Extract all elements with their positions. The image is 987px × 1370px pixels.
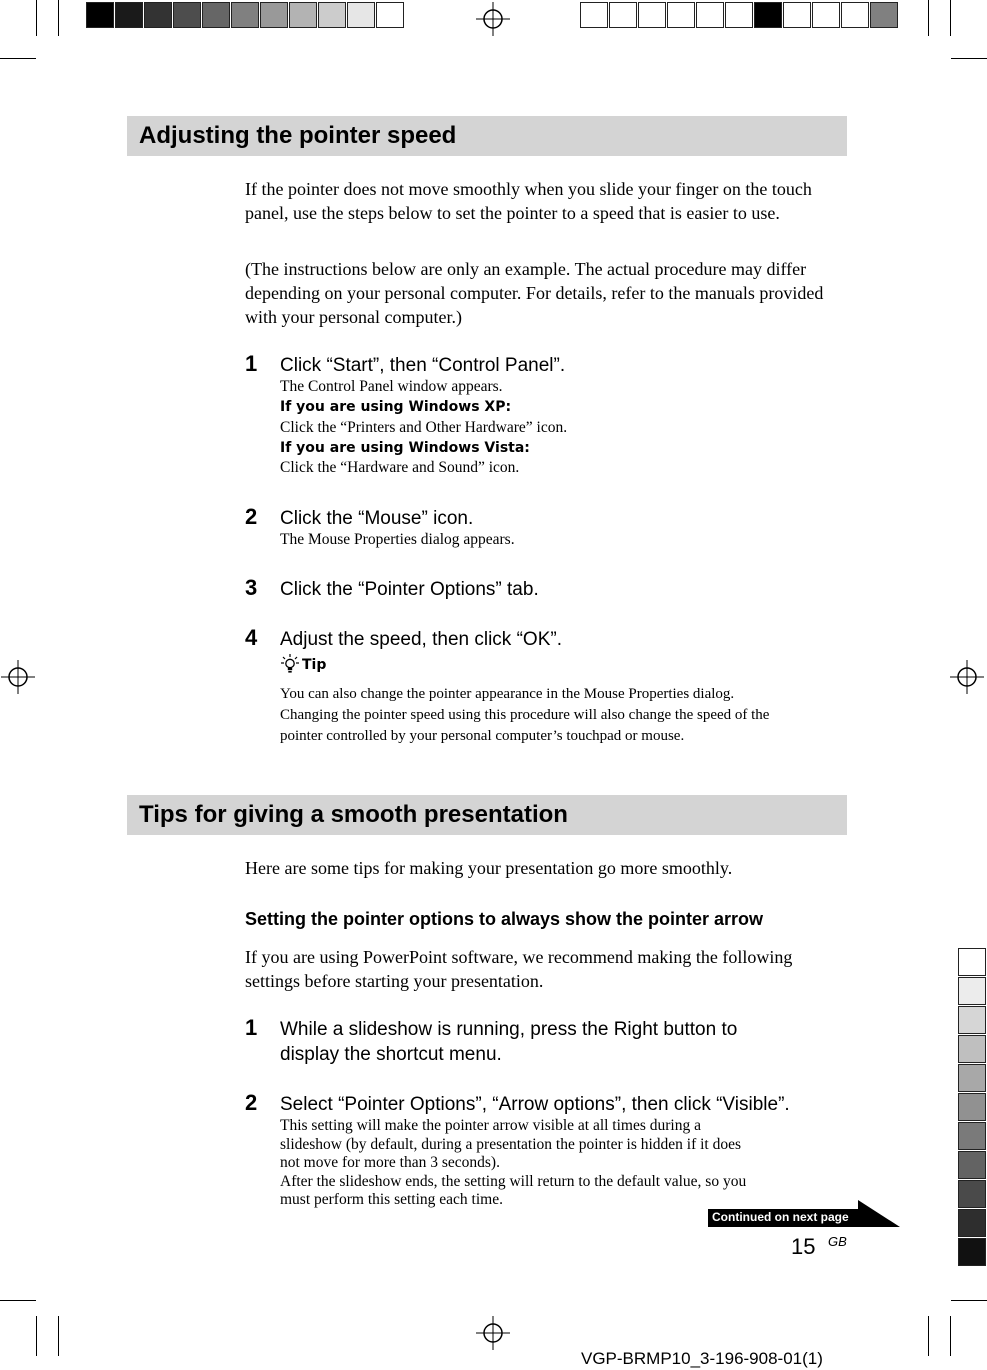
subsection-heading: Setting the pointer options to always show the pointer arrow bbox=[245, 909, 764, 929]
crop-mark bbox=[0, 1300, 36, 1301]
step-instruction bbox=[280, 1017, 850, 1067]
registration-target-icon bbox=[1, 660, 35, 694]
step-instruction: Click the “Pointer Options” tab. bbox=[280, 579, 539, 600]
crop-mark bbox=[58, 1316, 59, 1356]
crop-mark bbox=[950, 0, 951, 36]
tip-line: Changing the pointer speed using this procedure will also change the speed of the bbox=[280, 707, 770, 723]
grayscale-side-bar bbox=[958, 948, 986, 1267]
step-number: 3 bbox=[245, 575, 258, 600]
step-number: 2 bbox=[245, 1090, 258, 1115]
region-code: GB bbox=[828, 1234, 847, 1249]
crop-mark bbox=[928, 0, 929, 36]
crop-mark bbox=[0, 58, 36, 59]
page-number: 15 bbox=[791, 1234, 816, 1259]
step-number: 2 bbox=[245, 504, 258, 529]
windows-xp-heading: If you are using Windows XP: bbox=[280, 399, 512, 415]
section-title: Adjusting the pointer speed bbox=[139, 122, 457, 149]
windows-vista-heading: If you are using Windows Vista: bbox=[280, 440, 530, 456]
crop-mark bbox=[928, 1316, 929, 1356]
tip-line: pointer controlled by your personal computer’s touchpad or mouse. bbox=[280, 728, 685, 744]
grayscale-color-bar bbox=[86, 2, 405, 28]
crop-mark bbox=[36, 0, 37, 36]
note-line: not move for more than 3 seconds). bbox=[280, 1154, 500, 1172]
lightbulb-icon bbox=[281, 654, 299, 674]
document-code: VGP-BRMP10_3-196-908-01(1) bbox=[581, 1349, 823, 1368]
crop-mark bbox=[58, 0, 59, 36]
intro-note-paragraph: (The instructions below are only an example. The actual procedure may differ depending on your personal computer. For details, refer to the manuals provided with your personal computer.) bbox=[245, 259, 824, 327]
step-note bbox=[280, 1117, 850, 1210]
step-number: 1 bbox=[245, 1015, 258, 1040]
windows-xp-instruction: Click the “Printers and Other Hardware” icon. bbox=[280, 419, 568, 436]
registration-target-icon bbox=[476, 1316, 510, 1350]
note-line: must perform this setting each time. bbox=[280, 1191, 503, 1209]
note-line: This setting will make the pointer arrow visible at all times during a bbox=[280, 1117, 701, 1134]
intro-paragraph: If the pointer does not move smoothly when you slide your finger on the touch panel, use the steps below to set the pointer to a speed that is easier to use. bbox=[245, 179, 812, 223]
note-line: slideshow (by default, during a presentation the pointer is hidden if it does bbox=[280, 1135, 742, 1153]
continued-label: Continued on next page bbox=[712, 1210, 849, 1224]
section-title: Tips for giving a smooth presentation bbox=[139, 801, 568, 828]
step-number: 4 bbox=[245, 625, 258, 650]
registration-target-icon bbox=[950, 660, 984, 694]
step-instruction: Select “Pointer Options”, “Arrow options”, then click “Visible”. bbox=[280, 1094, 790, 1115]
crop-mark bbox=[951, 1300, 987, 1301]
registration-color-bar bbox=[580, 2, 899, 28]
step-note: The Mouse Properties dialog appears. bbox=[280, 531, 515, 548]
step-number: 1 bbox=[245, 351, 258, 376]
subsection-intro: If you are using PowerPoint software, we recommend making the following settings before starting your presentation. bbox=[245, 947, 793, 991]
tip-line: You can also change the pointer appearance in the Mouse Properties dialog. bbox=[280, 686, 735, 702]
tip-text bbox=[280, 684, 850, 747]
step-note: The Control Panel window appears. bbox=[280, 378, 503, 395]
crop-mark bbox=[950, 1316, 951, 1356]
step-line: While a slideshow is running, press the Right button to bbox=[280, 1019, 738, 1040]
registration-target-icon bbox=[476, 2, 510, 36]
crop-mark bbox=[36, 1316, 37, 1356]
windows-vista-instruction: Click the “Hardware and Sound” icon. bbox=[280, 459, 520, 476]
tip-label: Tip bbox=[302, 657, 327, 673]
step-instruction: Adjust the speed, then click “OK”. bbox=[280, 629, 562, 650]
section-header-smooth-presentation bbox=[127, 795, 847, 835]
step-line: display the shortcut menu. bbox=[280, 1044, 502, 1065]
crop-mark bbox=[951, 58, 987, 59]
intro-paragraph: Here are some tips for making your presentation go more smoothly. bbox=[245, 858, 733, 878]
note-line: After the slideshow ends, the setting will return to the default value, so you bbox=[280, 1172, 747, 1190]
step-instruction: Click the “Mouse” icon. bbox=[280, 508, 474, 529]
step-instruction: Click “Start”, then “Control Panel”. bbox=[280, 355, 566, 376]
section-header-pointer-speed bbox=[127, 116, 847, 156]
